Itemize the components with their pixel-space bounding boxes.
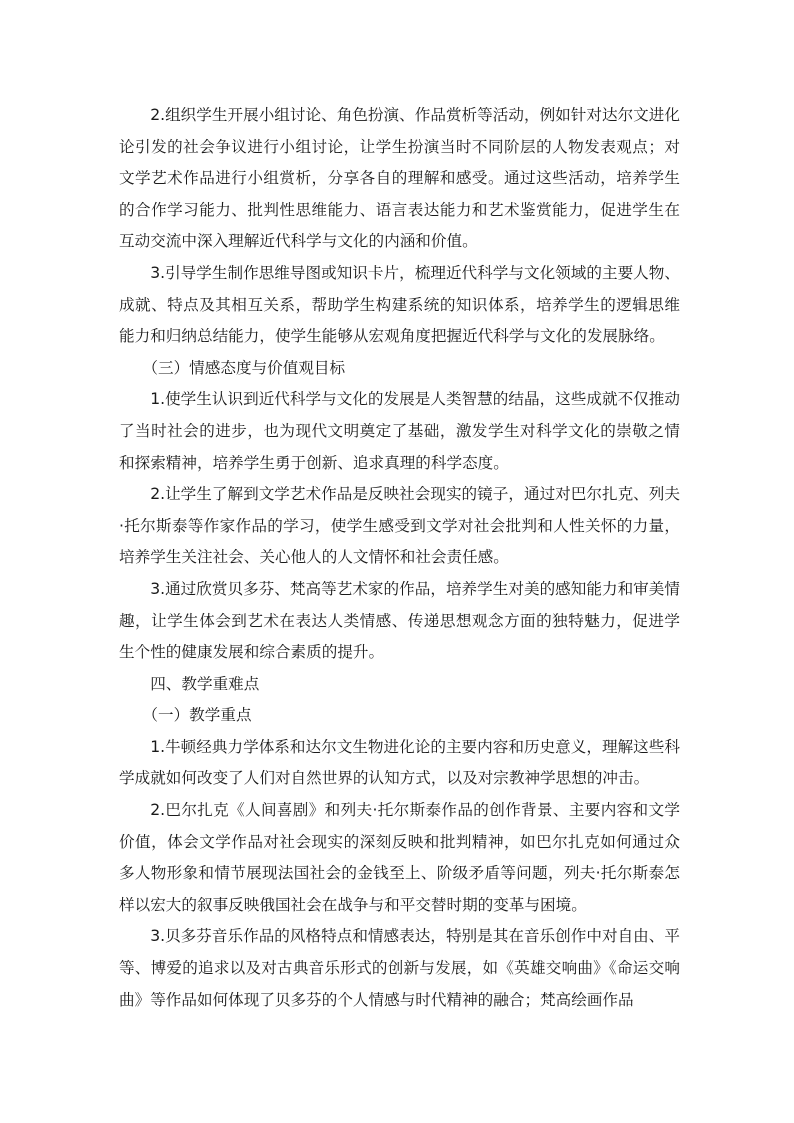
paragraph-activities: 2.组织学生开展小组讨论、角色扮演、作品赏析等活动，例如针对达尔文进化论引发的社会争议进行小组讨论，让学生扮演当时不同阶层的人物发表观点；对文学艺术作品进行小组赏析，分享各自的理解和感受。通过这些活动，培养学生的合作学习能力、批判性思维能力、语言表达能力和艺术鉴赏能力，促进学生在互动交流中深入理解近代科学与文化的内涵和价值。 [119,106,680,251]
paragraph-focus-2: 2.巴尔扎克《人间喜剧》和列夫·托尔斯泰作品的创作背景、主要内容和文学价值，体会文学作品对社会现实的深刻反映和批判精神，如巴尔扎克如何通过众多人物形象和情节展现法国社会的金钱至上、阶级矛盾等问题，列夫·托尔斯泰怎样以宏大的叙事反映俄国社会在战争与和平交替时期的变革与困境。 [119,801,680,914]
paragraph-value-2: 2.让学生了解到文学艺术作品是反映社会现实的镜子，通过对巴尔扎克、列夫·托尔斯泰等作家作品的学习，使学生感受到文学对社会批判和人性关怀的力量，培养学生关注社会、关心他人的人文情怀和社会责任感。 [119,485,680,567]
paragraph-focus-3: 3.贝多芬音乐作品的风格特点和情感表达，特别是其在音乐创作中对自由、平等、博爱的追求以及对古典音乐形式的创新与发展，如《英雄交响曲》《命运交响曲》等作品如何体现了贝多芬的个人情感与时代精神的融合；梵高绘画作品 [119,927,680,1009]
section-heading-key-points: 四、教学重难点 [150,674,260,693]
paragraph-value-3: 3.通过欣赏贝多芬、梵高等艺术家的作品，培养学生对美的感知能力和审美情趣，让学生体会到艺术在表达人类情感、传递思想观念方面的独特魅力，促进学生个性的健康发展和综合素质的提升。 [119,579,680,662]
section-heading-values-goals: （三）情感态度与价值观目标 [142,358,346,377]
paragraph-focus-1: 1.牛顿经典力学体系和达尔文生物进化论的主要内容和历史意义，理解这些科学成就如何改变了人们对自然世界的认知方式，以及对宗教神学思想的冲击。 [119,737,680,788]
paragraph-mind-map: 3.引导学生制作思维导图或知识卡片，梳理近代科学与文化领域的主要人物、成就、特点及其相互关系，帮助学生构建系统的知识体系，培养学生的逻辑思维能力和归纳总结能力，使学生能够从宏观角度把握近代科学与文化的发展脉络。 [119,263,680,346]
document-body [119,100,680,1016]
section-heading-teaching-focus: （一）教学重点 [142,706,252,725]
paragraph-value-1: 1.使学生认识到近代科学与文化的发展是人类智慧的结晶，这些成就不仅推动了当时社会的进步，也为现代文明奠定了基础，激发学生对科学文化的崇敬之情和探索精神，培养学生勇于创新、追求真理的科学态度。 [119,390,680,472]
